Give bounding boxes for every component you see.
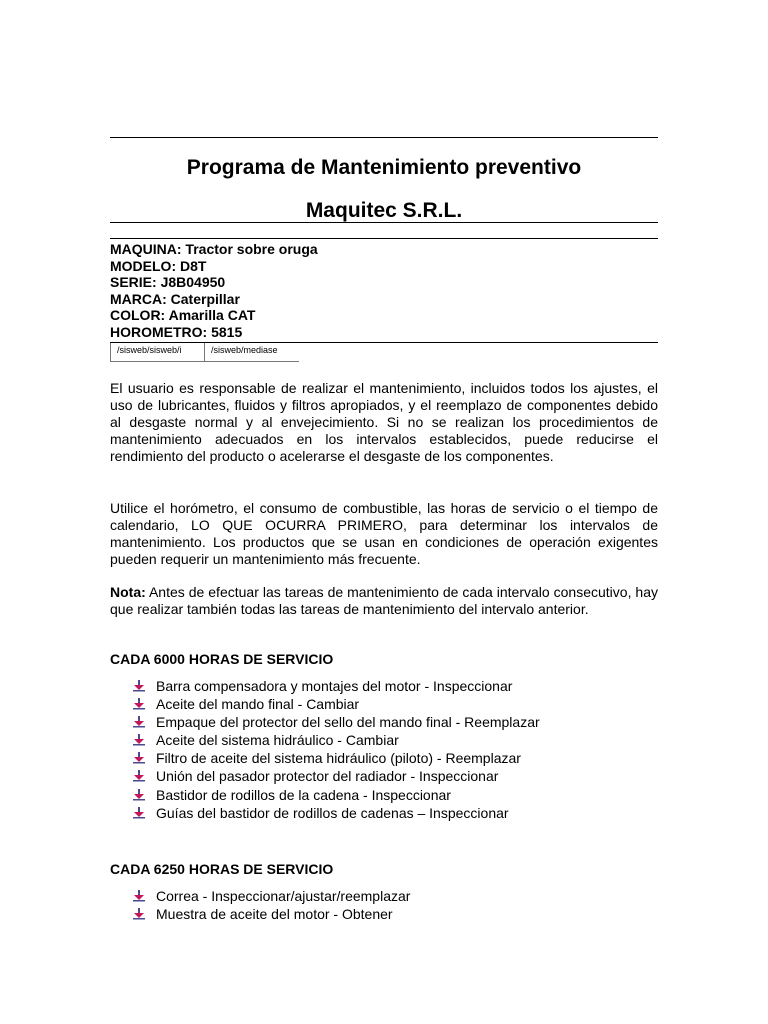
arrow-bullet-icon xyxy=(132,789,146,801)
machine-type: MAQUINA: Tractor sobre oruga xyxy=(110,241,318,257)
list-item: Bastidor de rodillos de la cadena - Inspeccionar xyxy=(132,786,540,804)
paragraph-responsibility: El usuario es responsable de realizar el mantenimiento, incluidos todos los ajustes, el uso de lubricantes, fluidos y filtros apropiados, y el reemplazo de componentes debido al desgaste normal y al envejecimiento. Si no se realizan los procedimientos de mantenimiento adecuados en los intervalos establecidos, puede reducirse el rendimiento del producto o acelerarse el desgaste de los componentes. xyxy=(110,380,658,464)
top-rule xyxy=(110,137,658,138)
list-item: Correa - Inspeccionar/ajustar/reemplazar xyxy=(132,887,410,905)
arrow-bullet-icon xyxy=(132,680,146,692)
arrow-bullet-icon xyxy=(132,716,146,728)
section-heading-6000: CADA 6000 HORAS DE SERVICIO xyxy=(110,651,334,667)
note-paragraph xyxy=(110,584,658,618)
paragraph-intervals: Utilice el horómetro, el consumo de combustible, las horas de servicio o el tiempo de calendario, LO QUE OCURRA PRIMERO, para determinar los intervalos de mantenimiento. Los productos que se usan en condiciones de operación exigentes pueden requerir un mantenimiento más frecuente. xyxy=(110,500,658,567)
link-sisweb-1[interactable]: /sisweb/sisweb/i xyxy=(110,343,205,362)
list-item: Barra compensadora y montajes del motor - Inspeccionar xyxy=(132,677,540,695)
title-rule xyxy=(110,222,658,223)
list-item: Empaque del protector del sello del mando final - Reemplazar xyxy=(132,713,540,731)
section-heading-6250: CADA 6250 HORAS DE SERVICIO xyxy=(110,861,334,877)
list-item: Filtro de aceite del sistema hidráulico (piloto) - Reemplazar xyxy=(132,749,540,767)
company-name: Maquitec S.R.L. xyxy=(305,199,463,222)
arrow-bullet-icon xyxy=(132,698,146,710)
machine-hours: HOROMETRO: 5815 xyxy=(110,323,243,340)
list-6250 xyxy=(132,887,410,923)
machine-info xyxy=(110,241,318,341)
link-sisweb-2[interactable]: /sisweb/mediase xyxy=(204,343,299,362)
arrow-bullet-icon xyxy=(132,908,146,920)
list-item: Guías del bastidor de rodillos de cadenas – Inspeccionar xyxy=(132,804,540,822)
arrow-bullet-icon xyxy=(132,752,146,764)
machine-brand: MARCA: Caterpillar xyxy=(110,290,240,307)
machine-model: MODELO: D8T xyxy=(110,257,207,274)
list-item: Aceite del sistema hidráulico - Cambiar xyxy=(132,731,540,749)
list-6000 xyxy=(132,677,540,822)
arrow-bullet-icon xyxy=(132,734,146,746)
list-item: Unión del pasador protector del radiador - Inspeccionar xyxy=(132,767,540,785)
arrow-bullet-icon xyxy=(132,807,146,819)
machine-color: COLOR: Amarilla CAT xyxy=(110,307,256,324)
info-top-rule xyxy=(110,238,658,239)
arrow-bullet-icon xyxy=(132,770,146,782)
note-text: Antes de efectuar las tareas de mantenimiento de cada intervalo consecutivo, hay que realizar también todas las tareas de mantenimiento del intervalo anterior. xyxy=(110,584,658,617)
document-title: Programa de Mantenimiento preventivo xyxy=(186,156,582,179)
list-item: Aceite del mando final - Cambiar xyxy=(132,695,540,713)
list-item: Muestra de aceite del motor - Obtener xyxy=(132,905,410,923)
arrow-bullet-icon xyxy=(132,890,146,902)
machine-serial: SERIE: J8B04950 xyxy=(110,274,226,291)
note-label: Nota: xyxy=(110,584,146,600)
